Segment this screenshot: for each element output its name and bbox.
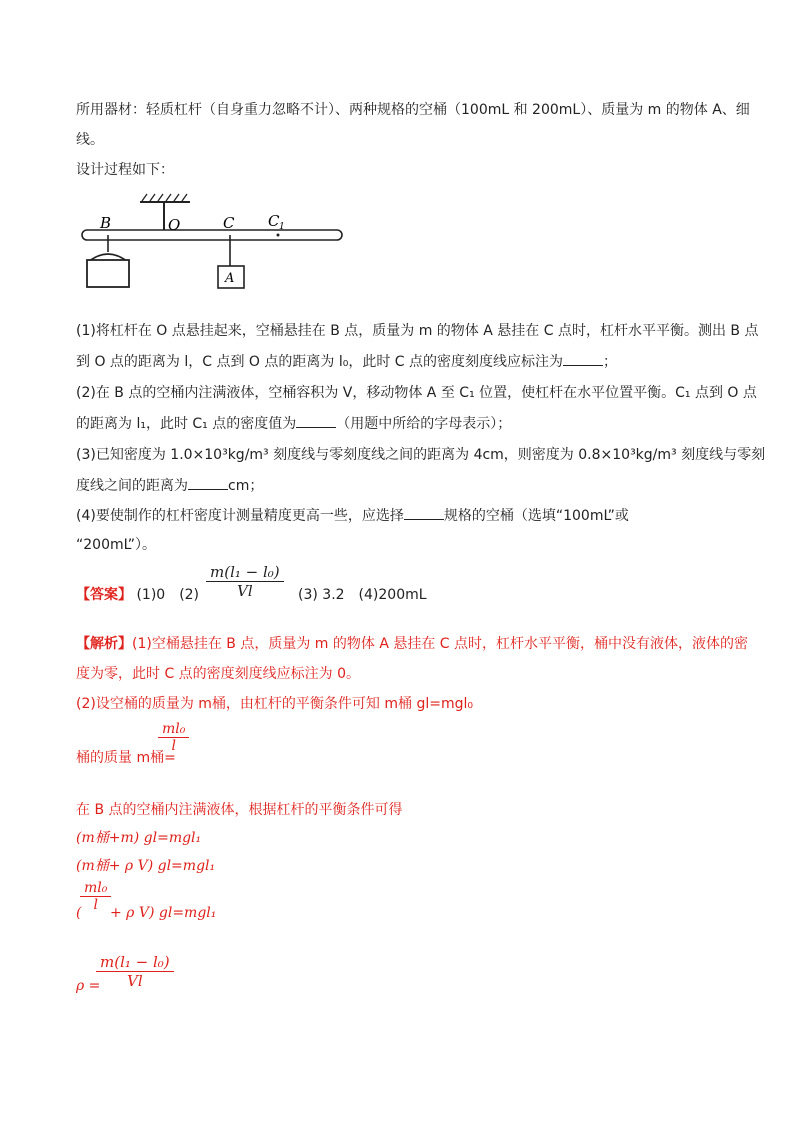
intro-line-3: 设计过程如下：: [76, 162, 174, 178]
q3-end: cm；: [228, 478, 264, 494]
q1-line-1: (1)将杠杆在 O 点悬挂起来，空桶悬挂在 B 点，质量为 m 的物体 A 悬挂在 C 点时，杠杆水平平衡。测出 B 点: [76, 323, 759, 339]
analysis-line-7: (m桶+ ρ V) gl=mgl₁: [76, 858, 216, 874]
label-o: O: [168, 216, 181, 234]
analysis-line-8-pre: (: [76, 905, 82, 921]
q2-end: （用题中所给的字母表示）；: [336, 416, 512, 432]
eq8-fraction: [80, 880, 111, 913]
analysis-line-1: [76, 634, 748, 654]
lever-bar: [82, 230, 342, 240]
analysis-line-3: (2)设空桶的质量为 m桶，由杠杆的平衡条件可知 m桶 gl=mgl₀: [76, 696, 473, 712]
intro-line-2: 线。: [76, 132, 104, 148]
intro-line-1: 所用器材：轻质杠杆（自身重力忽略不计）、两种规格的空桶（100mL 和 200mL）、质量为 m 的物体 A、细: [76, 102, 750, 118]
eq8-den: l: [93, 897, 98, 913]
label-a: A: [225, 271, 235, 286]
density-den: Vl: [127, 972, 143, 990]
answer-part-1: (1)0 (2): [136, 587, 200, 603]
label-c: C: [223, 214, 235, 232]
q4-line-1: [76, 505, 629, 526]
q3-text: 度线之间的距离为: [76, 478, 188, 494]
label-c1: C: [268, 212, 280, 230]
q2-text: 的距离为 l₁，此时 C₁ 点的密度值为: [76, 416, 297, 432]
analysis-line-9: ρ =: [76, 978, 101, 994]
q2-line-1: (2)在 B 点的空桶内注满液体，空桶容积为 V，移动物体 A 至 C₁ 位置，使杠杆在水平位置平衡。C₁ 点到 O 点: [76, 385, 757, 401]
q2-line-2: [76, 413, 511, 434]
lever-diagram: [80, 190, 350, 295]
q1-line-2: [76, 351, 617, 372]
c1-point: [277, 234, 280, 237]
answer-part-2: (3) 3.2 (4)200mL: [298, 587, 427, 603]
analysis-label: 【解析】: [76, 636, 132, 652]
q3-line-2: [76, 475, 263, 496]
bucket-mass-num: ml₀: [162, 721, 186, 737]
eq8-num: ml₀: [84, 880, 108, 896]
q3-line-1: (3)已知密度为 1.0×10³kg/m³ 刻度线与零刻度线之间的距离为 4cm，则密度为 0.8×10³kg/m³ 刻度线与零刻: [76, 447, 766, 463]
q1-text: 到 O 点的距离为 l，C 点到 O 点的距离为 l₀，此时 C 点的密度刻度线应标注为: [76, 354, 564, 370]
q1-end: ；: [603, 354, 618, 370]
answer-line: [76, 585, 199, 605]
q4-text: (4)要使制作的杠杆密度计测量精度更高一些，应选择: [76, 508, 404, 524]
bucket: [87, 260, 129, 287]
q3-blank: [188, 475, 228, 490]
analysis-line-8-post: + ρ V) gl=mgl₁: [110, 905, 217, 921]
answer-frac-den: Vl: [237, 582, 253, 600]
density-fraction: [96, 953, 174, 990]
analysis-line-4: 桶的质量 m桶=: [76, 750, 176, 766]
analysis-text-1: (1)空桶悬挂在 B 点，质量为 m 的物体 A 悬挂在 C 点时，杠杆水平平衡，桶中没有液体，液体的密: [132, 636, 749, 652]
analysis-line-6: (m桶+m) gl=mgl₁: [76, 830, 202, 846]
answer-label: 【答案】: [76, 587, 132, 603]
answer-fraction: [206, 563, 284, 600]
q4-line-2: “200mL”）。: [76, 537, 156, 553]
label-c1-sub: 1: [279, 222, 285, 232]
ceiling-hatch: [142, 194, 187, 201]
q1-blank: [563, 351, 603, 366]
density-num: m(l₁ − l₀): [100, 953, 170, 971]
answer-frac-num: m(l₁ − l₀): [210, 563, 280, 581]
q2-blank: [296, 413, 336, 428]
analysis-line-2: 度为零，此时 C 点的密度刻度线应标注为 0。: [76, 666, 361, 682]
q4-end: 规格的空桶（选填“100mL”或: [443, 508, 629, 524]
q4-blank: [404, 505, 444, 520]
bucket-mass-fraction: [158, 721, 189, 754]
bucket-mass-den: l: [171, 738, 176, 754]
analysis-line-5: 在 B 点的空桶内注满液体，根据杠杆的平衡条件可得: [76, 802, 403, 818]
label-b: B: [100, 214, 112, 232]
